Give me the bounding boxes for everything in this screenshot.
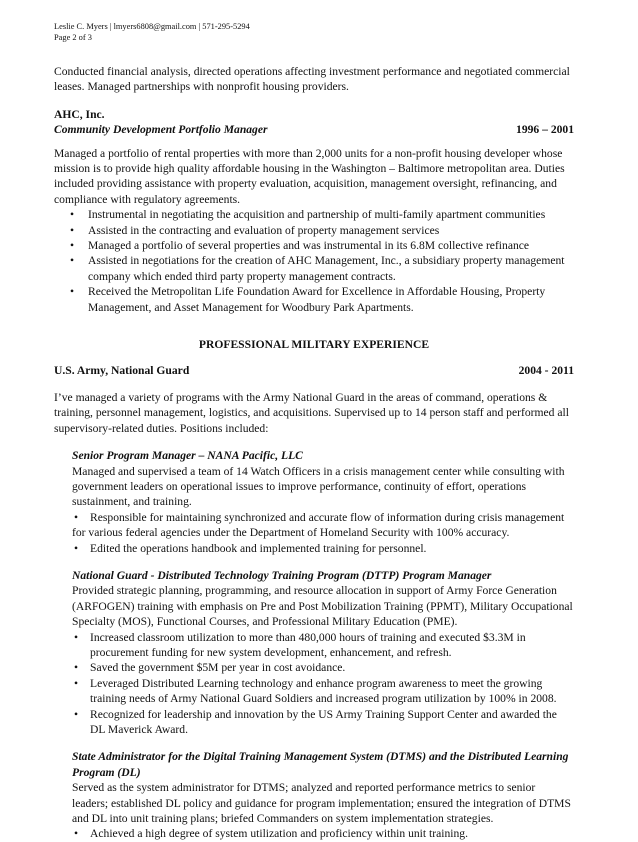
list-item: • Instrumental in negotiating the acquisition and partnership of multi-family apartment communities xyxy=(54,207,574,222)
list-item: • Increased classroom utilization to more than 480,000 hours of training and executed $3.3M in procurement funding for new system development, enhancement, and refresh. xyxy=(72,630,574,661)
intro-paragraph: Conducted financial analysis, directed operations affecting investment performance and negotiated commercial leases. Managed partnerships with nonprofit housing providers. xyxy=(54,65,570,94)
ahc-dates: 1996 – 2001 xyxy=(516,123,574,137)
dttp-description: Provided strategic planning, programming, and resource allocation in support of Army Force Generation (ARFOGEN) training with emphasis on Pre and Post Mobilization Training (PPMT), Military Occupational Specialty (MOS), Functional Courses, and Professional Military Education (PME). xyxy=(72,584,573,629)
list-item: • Leveraged Distributed Learning technology and enhance program awareness to meet the growing training needs of Army National Guard Soldiers and increased program utilization by 100% in 2008. xyxy=(72,676,574,707)
list-item: • Edited the operations handbook and implemented training for personnel. xyxy=(74,541,427,555)
list-item: • Received the Metropolitan Life Foundation Award for Excellence in Affordable Housing, Property Management, and Asset Management for Woodbury Park Apartments. xyxy=(54,284,574,315)
dttp-position xyxy=(54,568,574,737)
nana-title: Senior Program Manager – NANA Pacific, LLC xyxy=(72,449,303,463)
list-item: • Assisted in the contracting and evaluation of property management services xyxy=(54,223,574,238)
dtms-title: State Administrator for the Digital Training Management System (DTMS) and the Distributed Learning Program (DL) xyxy=(72,750,569,779)
list-item: • Achieved a high degree of system utilization and proficiency within unit training. xyxy=(72,826,574,841)
dtms-bullet-list xyxy=(72,826,574,841)
military-summary: I’ve managed a variety of programs with the Army National Guard in the areas of command, operations & training, personnel management, logistics, and acquisitions. Supervised up to 14 person staff and performed all supervisory-related duties. Positions included: xyxy=(54,390,569,435)
dtms-description: Served as the system administrator for DTMS; analyzed and reported performance metrics to senior leaders; established DL policy and guidance for program implementation; ensured the integration of DTMS and DL into unit training plans; briefed Commanders on system implementation strategies. xyxy=(72,781,571,826)
dttp-bullet-list xyxy=(72,630,574,738)
military-dates: 2004 - 2011 xyxy=(518,363,574,377)
ahc-summary: Managed a portfolio of rental properties with more than 2,000 units for a non-profit housing developer whose mission is to provide high quality affordable housing in the Washington – Baltimore metropolitan area. Duties included providing assistance with property evaluation, acquisition, management oversight, refinancing, and compliance with regulatory agreements. xyxy=(54,146,565,206)
ahc-title-row xyxy=(54,122,574,137)
list-item: • Managed a portfolio of several properties and was instrumental in its 6.8M collective refinance xyxy=(54,238,574,253)
bullet-glyph: • xyxy=(74,510,79,524)
list-item: • Responsible for maintaining synchronized and accurate flow of information during crisis management for various federal agencies under the Department of Homeland Security with 100% accuracy. xyxy=(72,510,565,540)
ahc-bullet-list xyxy=(54,207,574,315)
list-item: • Saved the government $5M per year in cost avoidance. xyxy=(72,660,574,675)
nana-description: Managed and supervised a team of 14 Watch Officers in a crisis management center while consulting with government leaders on operational issues to improve performance, continuity of effort, operations sustainment, and training. xyxy=(72,464,565,509)
military-heading: PROFESSIONAL MILITARY EXPERIENCE xyxy=(198,338,430,352)
list-item: • Assisted in negotiations for the creation of AHC Management, Inc., a subsidiary property management company which ended third party property management contracts. xyxy=(54,253,574,284)
nana-position xyxy=(54,448,574,556)
contact-line: Leslie C. Myers | lmyers6808@gmail.com | 571-295-5294 xyxy=(54,22,250,31)
page-header xyxy=(54,22,574,43)
ahc-company: AHC, Inc. xyxy=(54,107,105,121)
bullet-glyph: • xyxy=(74,541,79,555)
ahc-job-title: Community Development Portfolio Manager xyxy=(54,123,268,137)
ahc-section xyxy=(54,107,574,315)
dtms-position xyxy=(54,749,574,841)
page-number: Page 2 of 3 xyxy=(54,32,92,42)
military-org: U.S. Army, National Guard xyxy=(54,363,190,377)
list-item: • Recognized for leadership and innovation by the US Army Training Support Center and awarded the DL Maverick Award. xyxy=(72,707,574,738)
dttp-title: National Guard - Distributed Technology Training Program (DTTP) Program Manager xyxy=(72,568,492,582)
military-org-row xyxy=(54,363,574,378)
